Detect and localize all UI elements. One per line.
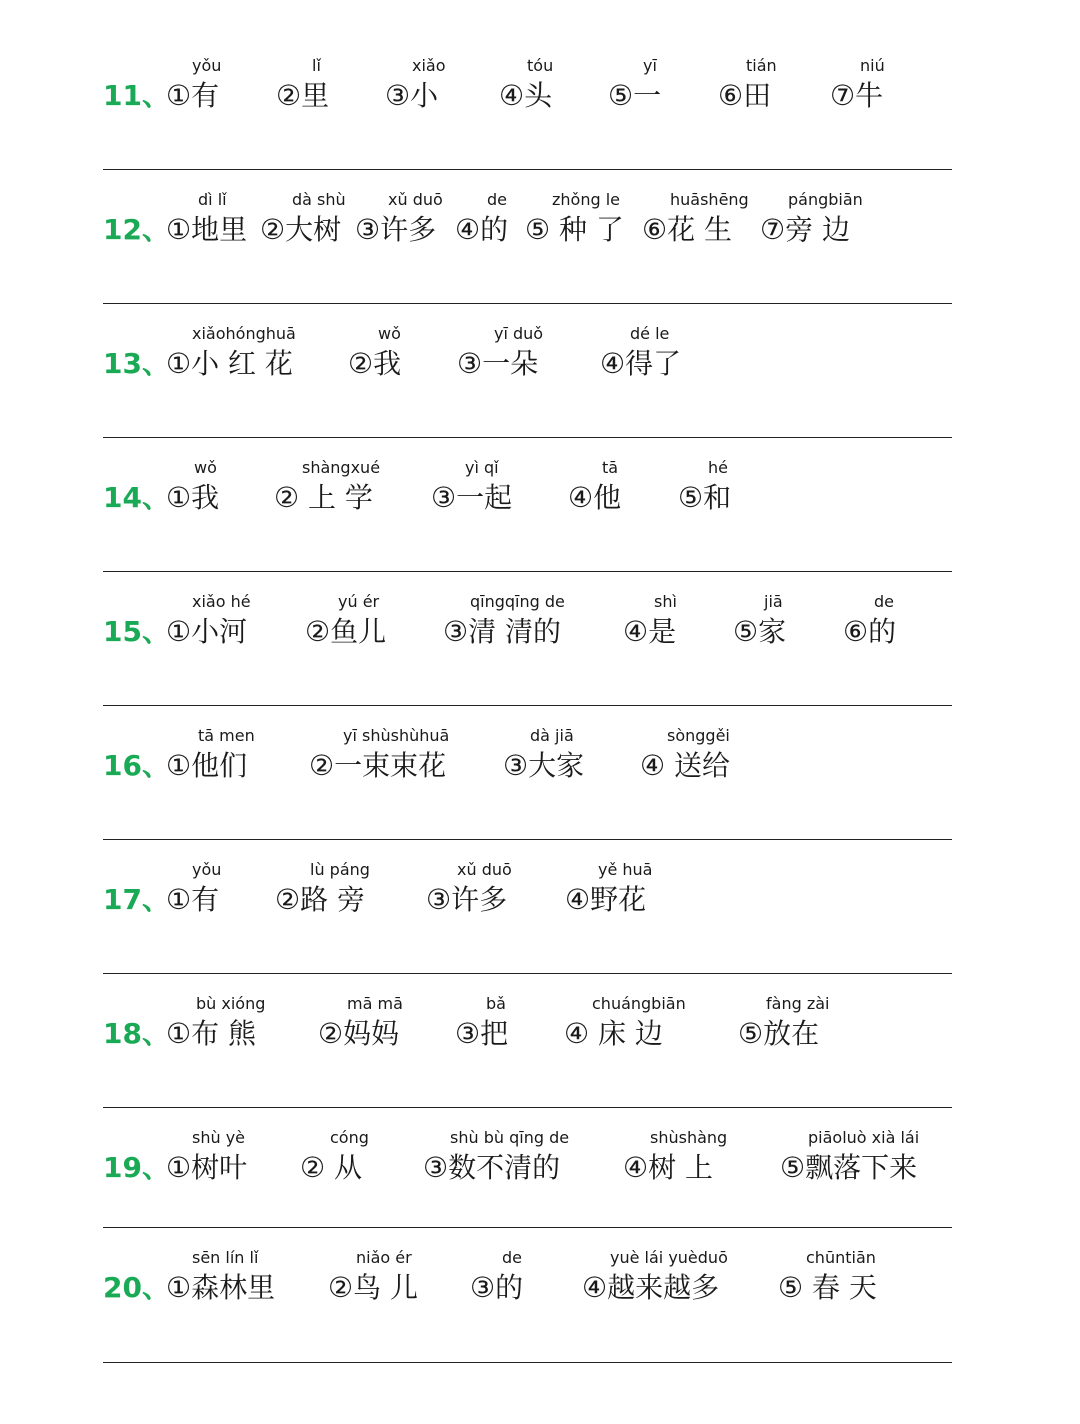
hanzi-word: ②妈妈 xyxy=(318,1017,400,1050)
hanzi-word: ⑤ 种 了 xyxy=(525,213,624,246)
pinyin-label: tóu xyxy=(527,56,554,75)
pinyin-label: yǒu xyxy=(192,860,222,879)
pinyin-label: de xyxy=(874,592,894,611)
pinyin-label: sēn lín lǐ xyxy=(192,1248,259,1267)
question-number: 20、 xyxy=(103,1271,170,1304)
question-row xyxy=(0,402,1080,536)
pinyin-label: wǒ xyxy=(194,458,217,477)
pinyin-label: mā mā xyxy=(347,994,403,1013)
hanzi-word: ④得了 xyxy=(600,347,682,380)
pinyin-label: pángbiān xyxy=(788,190,863,209)
pinyin-label: tā men xyxy=(198,726,255,745)
hanzi-word: ⑥的 xyxy=(843,615,897,648)
hanzi-word: ③的 xyxy=(470,1271,524,1304)
hanzi-word: ②一束束花 xyxy=(309,749,447,782)
pinyin-label: dì lǐ xyxy=(198,190,227,209)
pinyin-label: lù páng xyxy=(310,860,370,879)
pinyin-label: niú xyxy=(860,56,885,75)
hanzi-word: ③许多 xyxy=(355,213,437,246)
hanzi-word: ③大家 xyxy=(503,749,585,782)
pinyin-label: piāoluò xià lái xyxy=(808,1128,920,1147)
pinyin-label: shì xyxy=(654,592,677,611)
pinyin-label: shàngxué xyxy=(302,458,381,477)
hanzi-word: ③一朵 xyxy=(457,347,539,380)
pinyin-label: chūntiān xyxy=(806,1248,876,1267)
pinyin-label: de xyxy=(502,1248,522,1267)
hanzi-word: ①他们 xyxy=(166,749,248,782)
question-row xyxy=(0,670,1080,804)
hanzi-word: ②我 xyxy=(348,347,402,380)
hanzi-word: ③小 xyxy=(385,79,439,112)
pinyin-label: cóng xyxy=(330,1128,369,1147)
pinyin-label: hé xyxy=(708,458,728,477)
hanzi-word: ③许多 xyxy=(426,883,508,916)
hanzi-word: ⑤飘落下来 xyxy=(780,1151,918,1184)
pinyin-label: shù yè xyxy=(192,1128,246,1147)
pinyin-label: niǎo ér xyxy=(356,1248,412,1267)
question-number: 13、 xyxy=(103,347,170,380)
hanzi-word: ④越来越多 xyxy=(582,1271,720,1304)
hanzi-word: ④是 xyxy=(623,615,677,648)
question-number: 18、 xyxy=(103,1017,170,1050)
question-row xyxy=(0,0,1080,134)
question-number: 11、 xyxy=(103,79,170,112)
question-row xyxy=(0,134,1080,268)
pinyin-label: dé le xyxy=(630,324,670,343)
hanzi-word: ⑤一 xyxy=(608,79,662,112)
hanzi-word: ⑤ 春 天 xyxy=(778,1271,877,1304)
hanzi-word: ①小 红 花 xyxy=(166,347,293,380)
pinyin-label: qīngqīng de xyxy=(470,592,565,611)
hanzi-word: ③把 xyxy=(455,1017,509,1050)
hanzi-word: ②鸟 儿 xyxy=(328,1271,419,1304)
hanzi-word: ⑥田 xyxy=(718,79,772,112)
hanzi-word: ②里 xyxy=(276,79,330,112)
hanzi-word: ⑤和 xyxy=(678,481,732,514)
pinyin-label: xiǎo hé xyxy=(192,592,251,611)
pinyin-label: huāshēng xyxy=(670,190,749,209)
hanzi-word: ② 上 学 xyxy=(274,481,373,514)
pinyin-label: de xyxy=(487,190,507,209)
hanzi-word: ② 从 xyxy=(300,1151,363,1184)
hanzi-word: ②大树 xyxy=(260,213,342,246)
pinyin-label: tián xyxy=(746,56,777,75)
pinyin-label: dà shù xyxy=(292,190,346,209)
pinyin-label: xǔ duō xyxy=(388,190,443,209)
hanzi-word: ①布 熊 xyxy=(166,1017,257,1050)
question-row xyxy=(0,804,1080,938)
pinyin-label: sònggěi xyxy=(667,726,730,745)
pinyin-label: bù xióng xyxy=(196,994,266,1013)
question-number: 16、 xyxy=(103,749,170,782)
hanzi-word: ①森林里 xyxy=(166,1271,276,1304)
question-row xyxy=(0,268,1080,402)
pinyin-label: shùshàng xyxy=(650,1128,728,1147)
question-row xyxy=(0,938,1080,1072)
pinyin-label: fàng zài xyxy=(766,994,830,1013)
hanzi-word: ④头 xyxy=(499,79,553,112)
hanzi-word: ④的 xyxy=(455,213,509,246)
pinyin-label: yī duǒ xyxy=(494,324,544,343)
pinyin-label: yì qǐ xyxy=(465,458,499,477)
hanzi-word: ⑤放在 xyxy=(738,1017,820,1050)
pinyin-label: wǒ xyxy=(378,324,401,343)
pinyin-label: yǒu xyxy=(192,56,222,75)
hanzi-word: ⑥花 生 xyxy=(642,213,733,246)
hanzi-word: ②鱼儿 xyxy=(305,615,387,648)
pinyin-label: xiǎohónghuā xyxy=(192,324,296,343)
hanzi-word: ①树叶 xyxy=(166,1151,248,1184)
pinyin-label: xǔ duō xyxy=(457,860,512,879)
hanzi-word: ③清 清的 xyxy=(443,615,562,648)
hanzi-word: ③数不清的 xyxy=(423,1151,561,1184)
pinyin-label: yě huā xyxy=(598,860,653,879)
pinyin-label: bǎ xyxy=(486,994,506,1013)
pinyin-label: tā xyxy=(602,458,619,477)
hanzi-word: ①有 xyxy=(166,883,220,916)
pinyin-label: shù bù qīng de xyxy=(450,1128,570,1147)
hanzi-word: ④他 xyxy=(568,481,622,514)
hanzi-word: ⑤家 xyxy=(733,615,787,648)
pinyin-label: chuángbiān xyxy=(592,994,686,1013)
pinyin-label: yú ér xyxy=(338,592,380,611)
pinyin-label: jiā xyxy=(764,592,783,611)
hanzi-word: ④野花 xyxy=(565,883,647,916)
pinyin-label: yī xyxy=(643,56,657,75)
question-row xyxy=(0,1072,1080,1206)
hanzi-word: ①我 xyxy=(166,481,220,514)
hanzi-word: ②路 旁 xyxy=(275,883,366,916)
pinyin-label: xiǎo xyxy=(412,56,446,75)
pinyin-label: yuè lái yuèduō xyxy=(610,1248,728,1267)
question-number: 12、 xyxy=(103,213,170,246)
pinyin-label: zhǒng le xyxy=(552,190,620,209)
hanzi-word: ④树 上 xyxy=(623,1151,714,1184)
pinyin-label: dà jiā xyxy=(530,726,574,745)
pinyin-label: yī shùshùhuā xyxy=(343,726,450,745)
hanzi-word: ①地里 xyxy=(166,213,248,246)
hanzi-word: ③一起 xyxy=(431,481,513,514)
pinyin-label: lǐ xyxy=(312,56,321,75)
hanzi-word: ④ 床 边 xyxy=(564,1017,663,1050)
hanzi-word: ①有 xyxy=(166,79,220,112)
question-row xyxy=(0,536,1080,670)
question-number: 19、 xyxy=(103,1151,170,1184)
question-row xyxy=(0,1192,1080,1326)
hanzi-word: ①小河 xyxy=(166,615,248,648)
hanzi-word: ⑦旁 边 xyxy=(760,213,851,246)
hanzi-word: ④ 送给 xyxy=(640,749,731,782)
question-number: 15、 xyxy=(103,615,170,648)
answer-line xyxy=(103,1362,952,1363)
question-number: 17、 xyxy=(103,883,170,916)
hanzi-word: ⑦牛 xyxy=(830,79,884,112)
question-number: 14、 xyxy=(103,481,170,514)
